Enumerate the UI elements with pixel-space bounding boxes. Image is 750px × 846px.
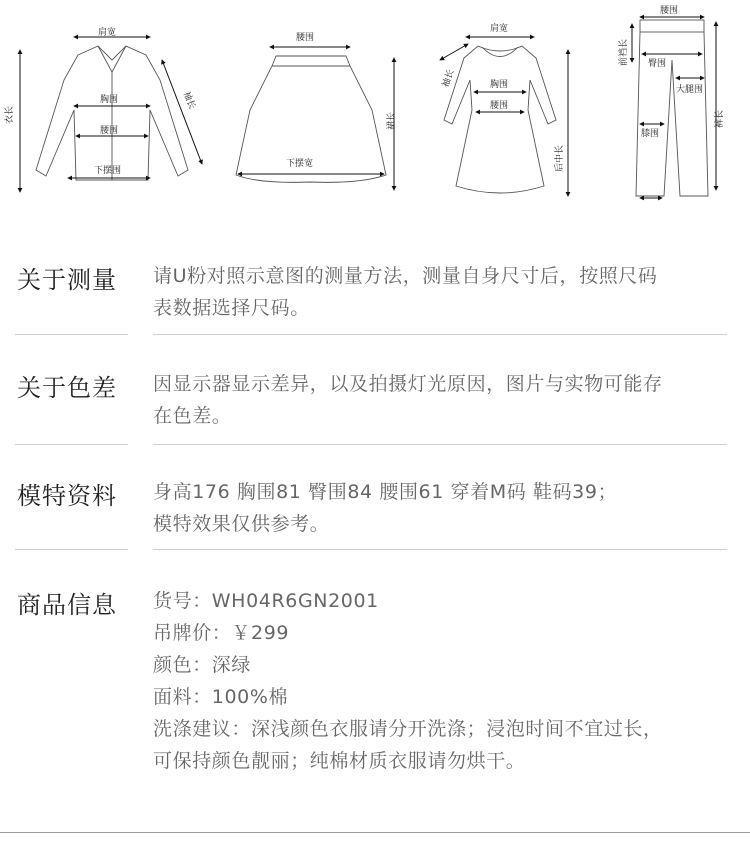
pants-waist-label: 腰围: [660, 6, 679, 16]
pants-front-rise-label: 前裆长: [619, 38, 629, 66]
section-title: 商品信息: [17, 591, 117, 619]
dress-sleeve-label: 袖长: [441, 68, 457, 89]
measurement-diagrams: [0, 0, 750, 215]
section-body: [153, 368, 733, 432]
shirt-sleeve-label: 袖长: [180, 90, 197, 111]
divider: [153, 444, 727, 445]
pants-thigh-label: 大腿围: [676, 85, 704, 95]
section-body: [153, 585, 733, 777]
shirt-length-label: 衣长: [5, 105, 15, 124]
product-fabric: 面料：100%棉: [153, 686, 289, 708]
bottom-divider: [0, 832, 750, 833]
dress-back-length-label: 后中长: [555, 144, 565, 172]
product-sku: 货号：WH04R6GN2001: [153, 590, 379, 612]
section-line: 在色差。: [153, 405, 232, 427]
section-line: 请U粉对照示意图的测量方法，测量自身尺寸后，按照尺码: [153, 265, 658, 287]
skirt-waist-label: 腰围: [296, 33, 315, 43]
section-line: 表数据选择尺码。: [153, 297, 310, 319]
divider: [153, 334, 727, 335]
dress-chest-label: 胸围: [490, 80, 509, 90]
skirt-diagram: [236, 32, 397, 190]
section-title: 模特资料: [17, 482, 117, 510]
product-care-line: 洗涤建议：深浅颜色衣服请分开洗涤；浸泡时间不宜过长，: [153, 718, 663, 740]
shirt-shoulder-label: 肩宽: [98, 28, 117, 38]
product-color: 颜色：深绿: [153, 654, 252, 676]
dress-waist-label: 腰围: [490, 101, 509, 111]
shirt-hem-label: 下摆围: [94, 166, 122, 176]
pants-knee-label: 膝围: [641, 129, 660, 139]
divider: [153, 549, 727, 550]
skirt-length-label: 裙长: [387, 111, 397, 130]
section-body: [153, 476, 733, 540]
section-line: 身高176 胸围81 臀围84 腰围61 穿着M码 鞋码39；: [153, 481, 618, 503]
section-line: 因显示器显示差异，以及拍摄灯光原因，图片与实物可能存: [153, 373, 663, 395]
pants-diagram: [617, 5, 725, 198]
divider: [15, 549, 128, 550]
pants-length-label: 裤长: [715, 109, 725, 128]
section-body: [153, 260, 733, 324]
dress-shoulder-label: 肩宽: [490, 24, 509, 34]
shirt-waist-label: 腰围: [100, 126, 119, 136]
divider: [15, 334, 128, 335]
section-line: 模特效果仅供参考。: [153, 513, 330, 535]
divider: [15, 444, 128, 445]
shirt-diagram: [3, 26, 202, 192]
dress-diagram: [439, 22, 568, 196]
product-care-line: 可保持颜色靓丽；纯棉材质衣服请勿烘干。: [153, 750, 526, 772]
section-title: 关于测量: [17, 266, 117, 294]
product-price: 吊牌价：￥299: [153, 622, 290, 644]
skirt-hem-label: 下摆宽: [286, 159, 314, 169]
shirt-chest-label: 胸围: [100, 95, 119, 105]
pants-hip-label: 臀围: [648, 59, 667, 69]
section-title: 关于色差: [17, 374, 117, 402]
